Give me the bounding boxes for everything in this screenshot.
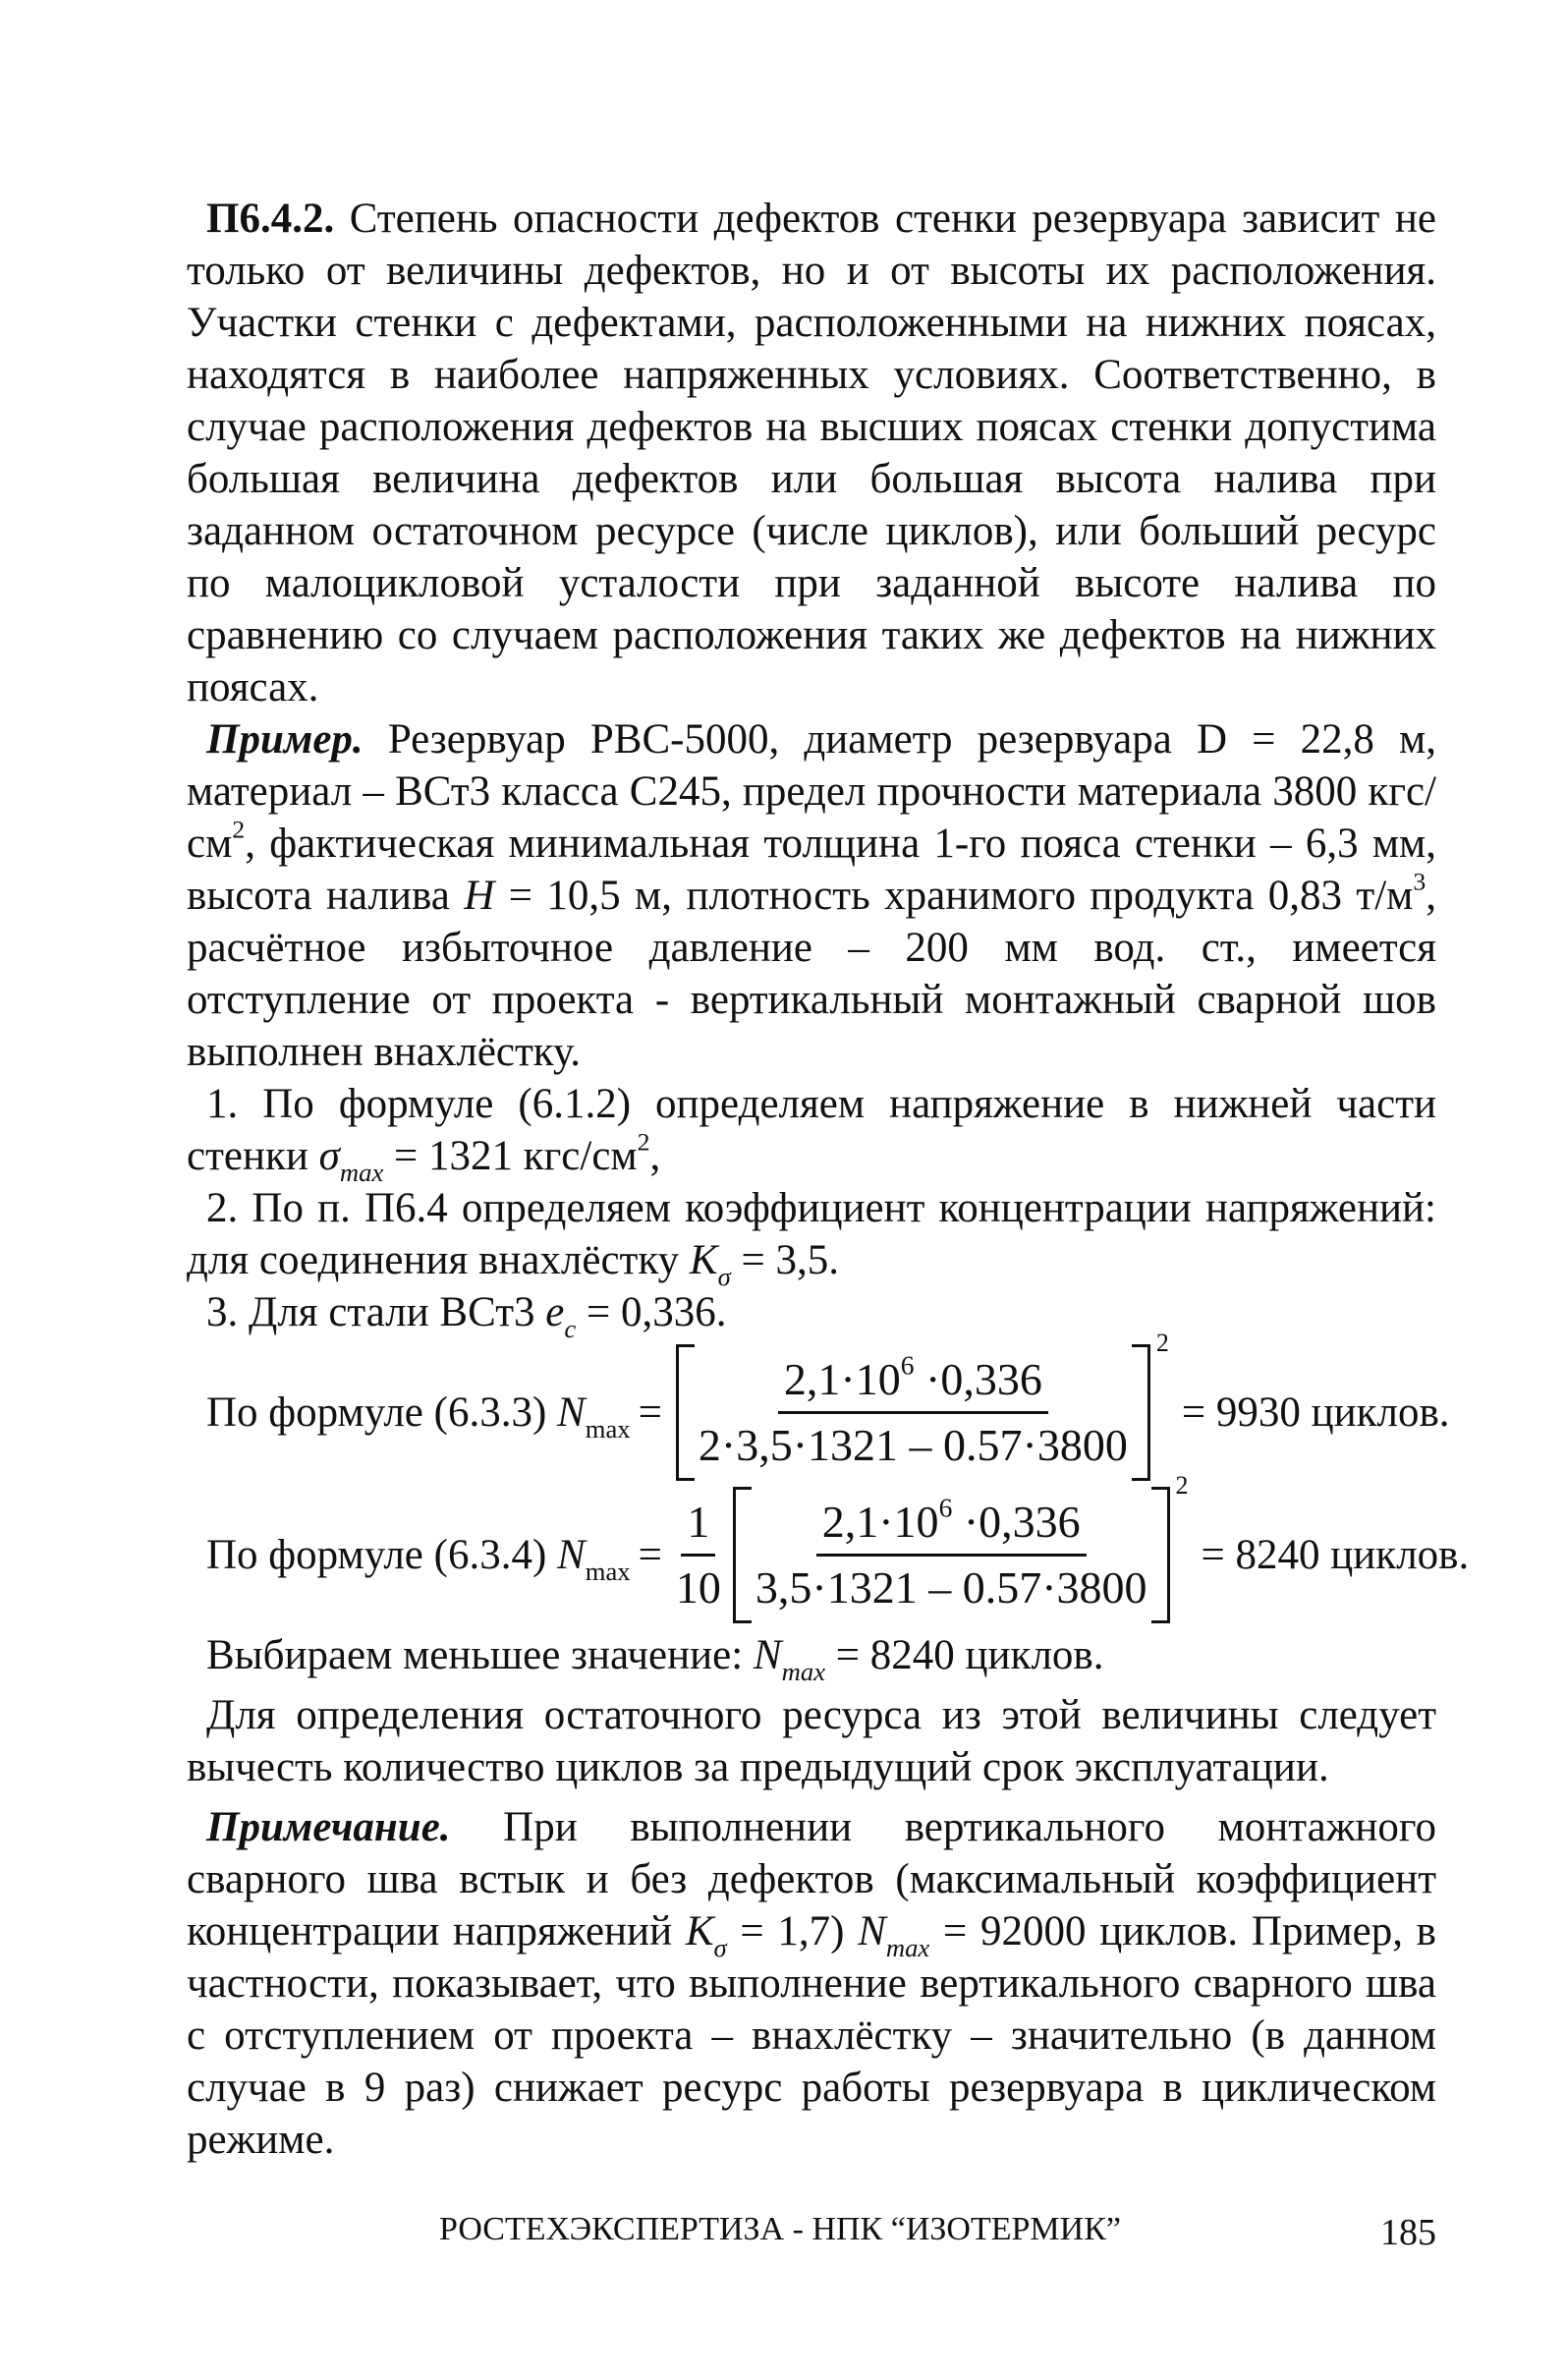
formula-1-fraction [693, 1349, 1134, 1473]
formula-1-equals: = [638, 1389, 662, 1436]
formula-2-equals: = [638, 1532, 662, 1578]
step-1-value: = 1321 кгс/см [383, 1133, 638, 1179]
formula-1-n-sub: max [585, 1413, 631, 1444]
formula-1-label [206, 1387, 670, 1444]
paragraph-example [187, 713, 1436, 1078]
paragraph-text: Степень опасности дефектов стенки резервуара зависит не только от величины дефектов, но и от высоты их расположения. Участки стенки с дефектами, расположенными на нижних поясах, находятся в наиболее напряженных условиях. Соответственно, в случае расположения дефектов на высших поясах стенки допустима большая величина дефектов или большая высота налива при заданном остаточном ресурсе (числе циклов), или больший ресурс по малоцикловой усталости при заданной высоте налива по сравнению со случаем расположения таких же дефектов на нижних поясах. [187, 196, 1436, 710]
note-label: Примечание. [206, 1804, 451, 1850]
step-3-value: = 0,336. [576, 1289, 727, 1335]
body-text [187, 193, 1470, 2166]
formula-1-num-tail: ·0,336 [914, 1354, 1042, 1404]
note-k: K [685, 1908, 714, 1955]
formula-2-denominator: 3,5·1321 – 0.57·3800 [755, 1562, 1147, 1613]
step-1-comma: , [649, 1133, 661, 1179]
formula-1-bracket [676, 1329, 1169, 1481]
note-n-sub: max [885, 1932, 930, 1962]
formula-1-result: = 9930 циклов. [1181, 1389, 1450, 1436]
note-n: N [858, 1908, 886, 1955]
choose-text: Выбираем меньшее значение: [206, 1632, 754, 1678]
paragraph-note [187, 1801, 1436, 2166]
step-3 [187, 1286, 1436, 1343]
formula-2-label-text: По формуле (6.3.4) [206, 1532, 558, 1578]
k-symbol: K [689, 1237, 718, 1283]
e-symbol: e [545, 1289, 565, 1335]
formula-2-fraction [750, 1492, 1153, 1615]
choose-min [187, 1629, 1436, 1686]
formula-1-denominator: 2·3,5·1321 – 0.57·3800 [698, 1420, 1128, 1470]
step-1-sup: 2 [637, 1127, 650, 1157]
note-text-2: = 1,7) [726, 1908, 859, 1955]
formula-2-bracket [733, 1471, 1189, 1623]
formula-6-3-3 [187, 1329, 1450, 1481]
formula-2-n-sub: max [585, 1556, 631, 1586]
step-1 [187, 1078, 1436, 1187]
example-text-3: = 10,5 м, плотность хранимого продукта 0,83 т/м [494, 873, 1414, 919]
note-text-3: = 92000 циклов. Пример, в частности, показывает, что выполнение вертикального сварного шва с отступлением от проекта – внахлёстку – значительно (в данном случае в 9 раз) снижает ресурс работы резервуара в циклическом режиме. [187, 1908, 1436, 2163]
example-var-h: H [464, 873, 495, 919]
formula-1-n: N [557, 1389, 586, 1436]
example-label: Пример. [206, 716, 364, 763]
k-subscript: σ [717, 1261, 731, 1291]
formula-6-3-4 [187, 1471, 1470, 1623]
step-2 [187, 1182, 1436, 1291]
formula-2-result: = 8240 циклов. [1201, 1532, 1470, 1578]
formula-2-coefficient [670, 1495, 727, 1615]
step-2-value: = 3,5. [730, 1237, 839, 1283]
choose-n-sub: max [781, 1656, 826, 1686]
step-3-text: 3. Для стали ВСт3 [206, 1289, 546, 1335]
formula-2-num-sup: 6 [938, 1492, 953, 1523]
page-number: 185 [1380, 2212, 1436, 2253]
formula-2-num-tail: ·0,336 [952, 1497, 1081, 1547]
paragraph-p6-4-2 [187, 193, 1436, 713]
formula-1-numerator [778, 1349, 1048, 1414]
formula-2-coef-num: 1 [681, 1495, 715, 1557]
formula-1-num-text: 2,1·10 [783, 1354, 901, 1404]
section-number: П6.4.2. [206, 196, 335, 242]
example-sup-2: 3 [1413, 867, 1426, 896]
formula-1-num-sup: 6 [900, 1349, 915, 1381]
formula-2-power: 2 [1175, 1471, 1189, 1500]
sigma-symbol: σ [318, 1133, 340, 1179]
formula-2-num-text: 2,1·10 [821, 1497, 939, 1547]
choose-value: = 8240 циклов. [825, 1632, 1104, 1678]
formula-2-label [206, 1529, 670, 1586]
example-text-1: Резервуар РВС-5000, диаметр резервуара D = 22,8 м, материал – ВСт3 класса С245, предел прочности материала 3800 кгс/см [187, 716, 1436, 867]
sigma-subscript: max [339, 1157, 384, 1187]
formula-2-numerator [816, 1492, 1087, 1557]
footer-text: РОСТЕХЭКСПЕРТИЗА - НПК “ИЗОТЕРМИК” [439, 2211, 1121, 2247]
paragraph-residual: Для определения остаточного ресурса из этой величины следует вычесть количество циклов за предыдущий срок эксплуатации. [187, 1692, 1436, 1790]
formula-1-label-text: По формуле (6.3.3) [206, 1389, 558, 1436]
step-1-text: 1. По формуле (6.1.2) определяем напряжение в нижней части стенки [187, 1081, 1436, 1179]
note-k-sub: σ [713, 1932, 727, 1962]
step-2-text: 2. По п. П6.4 определяем коэффициент концентрации напряжений: для соединения внахлёстку [187, 1185, 1436, 1283]
example-text-4: , расчётное избыточное давление – 200 мм вод. ст., имеется отступление от проекта - вертикальный монтажный сварной шов выполнен внахлёстку. [187, 873, 1437, 1075]
example-text-2: , фактическая минимальная толщина 1-го пояса стенки – 6,3 мм, высота налива [187, 821, 1436, 919]
e-subscript: c [564, 1313, 577, 1343]
formula-2-n: N [557, 1532, 586, 1578]
choose-n: N [753, 1632, 782, 1678]
formula-2-coef-den: 10 [675, 1562, 721, 1613]
example-sup-1: 2 [232, 815, 246, 844]
note-text-1: При выполнении вертикального монтажного сварного шва встык и без дефектов (максимальный коэффициент концентрации напряжений [187, 1804, 1436, 1955]
formula-1-power: 2 [1155, 1329, 1169, 1357]
